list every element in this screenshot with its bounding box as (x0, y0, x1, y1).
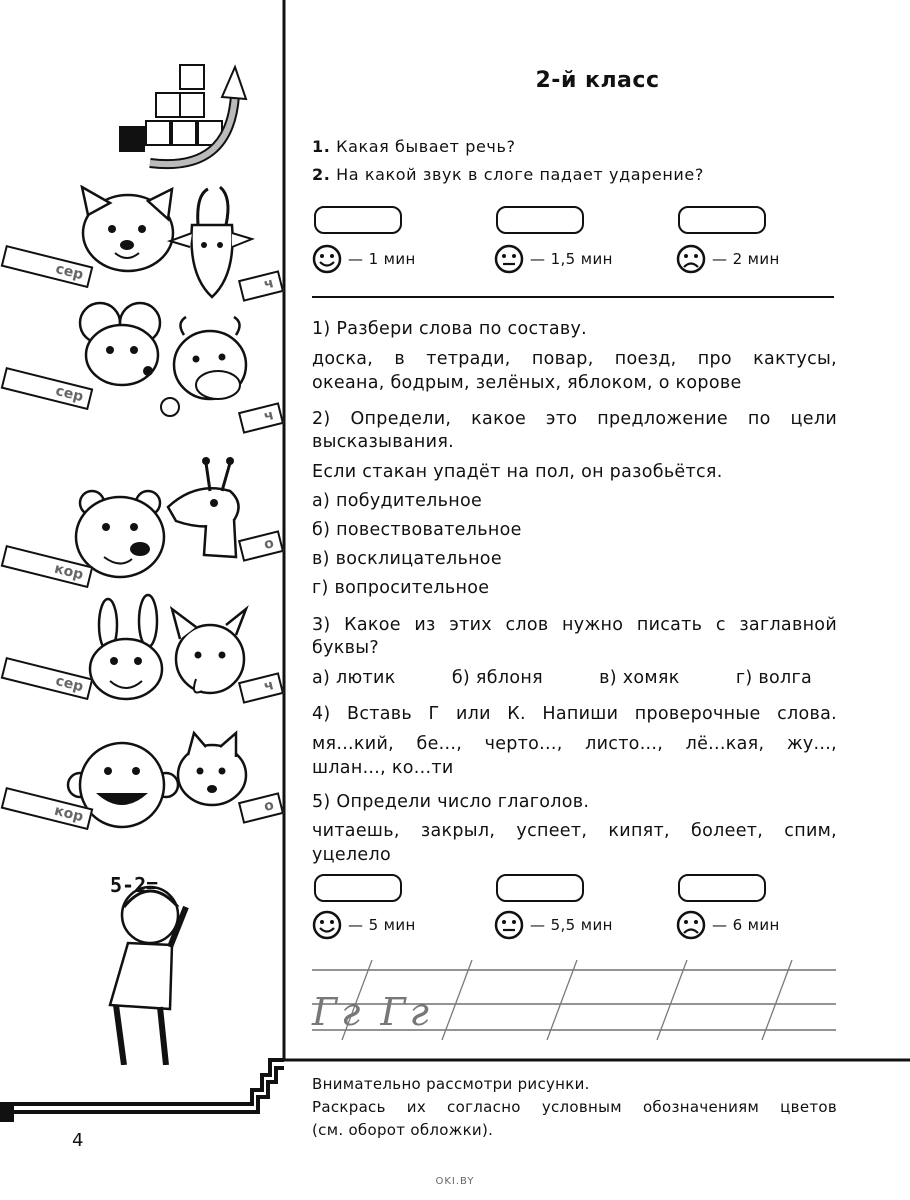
answer-box[interactable] (314, 206, 402, 234)
pencil-tag: сер (1, 367, 94, 410)
animals-drawing (0, 185, 282, 1065)
puzzle-icon (110, 55, 250, 175)
task-5-title: 5) Определи число глаголов. (312, 792, 590, 812)
task-3-options (312, 667, 812, 690)
answer-box[interactable] (314, 874, 402, 902)
task-1-words: доска, в тетради, повар, поезд, про кактусы, (312, 349, 837, 369)
task-2-title: 2) Определи, какое это предложение по цели (312, 409, 837, 429)
giraffe-icon (168, 457, 239, 557)
timer-happy: — 5 мин (312, 910, 416, 940)
timer-sad: — 2 мин (676, 244, 780, 274)
answer-box[interactable] (496, 874, 584, 902)
task-5-words: уцелело (312, 845, 391, 865)
footer-instruction: (см. оборот обложки). (312, 1121, 494, 1139)
task-3-option: в) хомяк (599, 668, 680, 688)
divider (312, 296, 834, 298)
task-5-words: читаешь, закрыл, успеет, кипят, болеет, спим, (312, 821, 837, 841)
pencil-tag: сер (1, 245, 94, 288)
fox-icon (178, 733, 246, 805)
task-2-title: высказывания. (312, 432, 455, 452)
answer-box[interactable] (496, 206, 584, 234)
task-3-option: г) волга (735, 668, 812, 688)
smiley-happy-icon (312, 244, 342, 274)
smiley-neutral-icon (494, 910, 524, 940)
smiley-sad-icon (676, 910, 706, 940)
answer-box[interactable] (678, 206, 766, 234)
task-2-option: в) восклицательное (312, 549, 502, 569)
timer-neutral: — 5,5 мин (494, 910, 613, 940)
smiley-neutral-icon (494, 244, 524, 274)
bear-icon (76, 491, 164, 577)
pencil-tag: сер (1, 657, 94, 700)
page-number: 4 (72, 1130, 84, 1151)
pencil-tag: о (238, 792, 284, 824)
watermark: OKI.BY (435, 1176, 475, 1187)
task-4-words: мя...кий, бе..., черто..., листо..., лё...кая, жу..., (312, 734, 837, 754)
smiley-happy-icon (312, 910, 342, 940)
task-1-title: 1) Разбери слова по составу. (312, 319, 588, 339)
task-4-words: шлан..., ко...ти (312, 758, 454, 778)
task-3-option: а) лютик (312, 668, 396, 688)
pencil-tag: ч (238, 270, 284, 302)
pencil-tag: ч (238, 402, 284, 434)
page-title: 2-й класс (535, 68, 660, 93)
task-3-title: 3) Какое из этих слов нужно писать с заглавной (312, 615, 837, 635)
cow-icon (161, 317, 246, 416)
smiley-sad-icon (676, 244, 706, 274)
timer-neutral: — 1,5 мин (494, 244, 613, 274)
pencil-tag: кор (1, 787, 94, 830)
cat-icon (82, 187, 173, 271)
task-3-title: буквы? (312, 638, 379, 658)
task-2-option: а) побудительное (312, 491, 483, 511)
pencil-tag: ч (238, 672, 284, 704)
timer-sad: — 6 мин (676, 910, 780, 940)
boy-icon (110, 887, 186, 1065)
boy-equation: 5-2= (110, 873, 159, 897)
sidebar-illustrations (0, 185, 282, 1065)
footer-instruction: Внимательно рассмотри рисунки. (312, 1075, 590, 1093)
task-2-option: г) вопросительное (312, 578, 490, 598)
task-3-option: б) яблоня (451, 668, 543, 688)
mouse-icon (80, 303, 160, 385)
dog-icon (172, 609, 246, 693)
pencil-tag: кор (1, 545, 94, 588)
task-2-sentence: Если стакан упадёт на пол, он разобьётся. (312, 462, 723, 482)
footer-instruction: Раскрась их согласно условным обозначениям цветов (312, 1098, 837, 1116)
handwriting-sample: Гг Гг (312, 990, 433, 1034)
answer-box[interactable] (678, 874, 766, 902)
task-4-title: 4) Вставь Г или К. Напиши проверочные слова. (312, 704, 837, 724)
task-1-words: океана, бодрым, зелёных, яблоком, о корове (312, 373, 742, 393)
pencil-tag: о (238, 530, 284, 562)
question-2: 2. На какой звук в слоге падает ударение? (312, 165, 704, 184)
timer-happy: — 1 мин (312, 244, 416, 274)
rabbit-icon (90, 595, 162, 699)
task-2-option: б) повествовательное (312, 520, 522, 540)
question-1: 1. Какая бывает речь? (312, 137, 516, 156)
